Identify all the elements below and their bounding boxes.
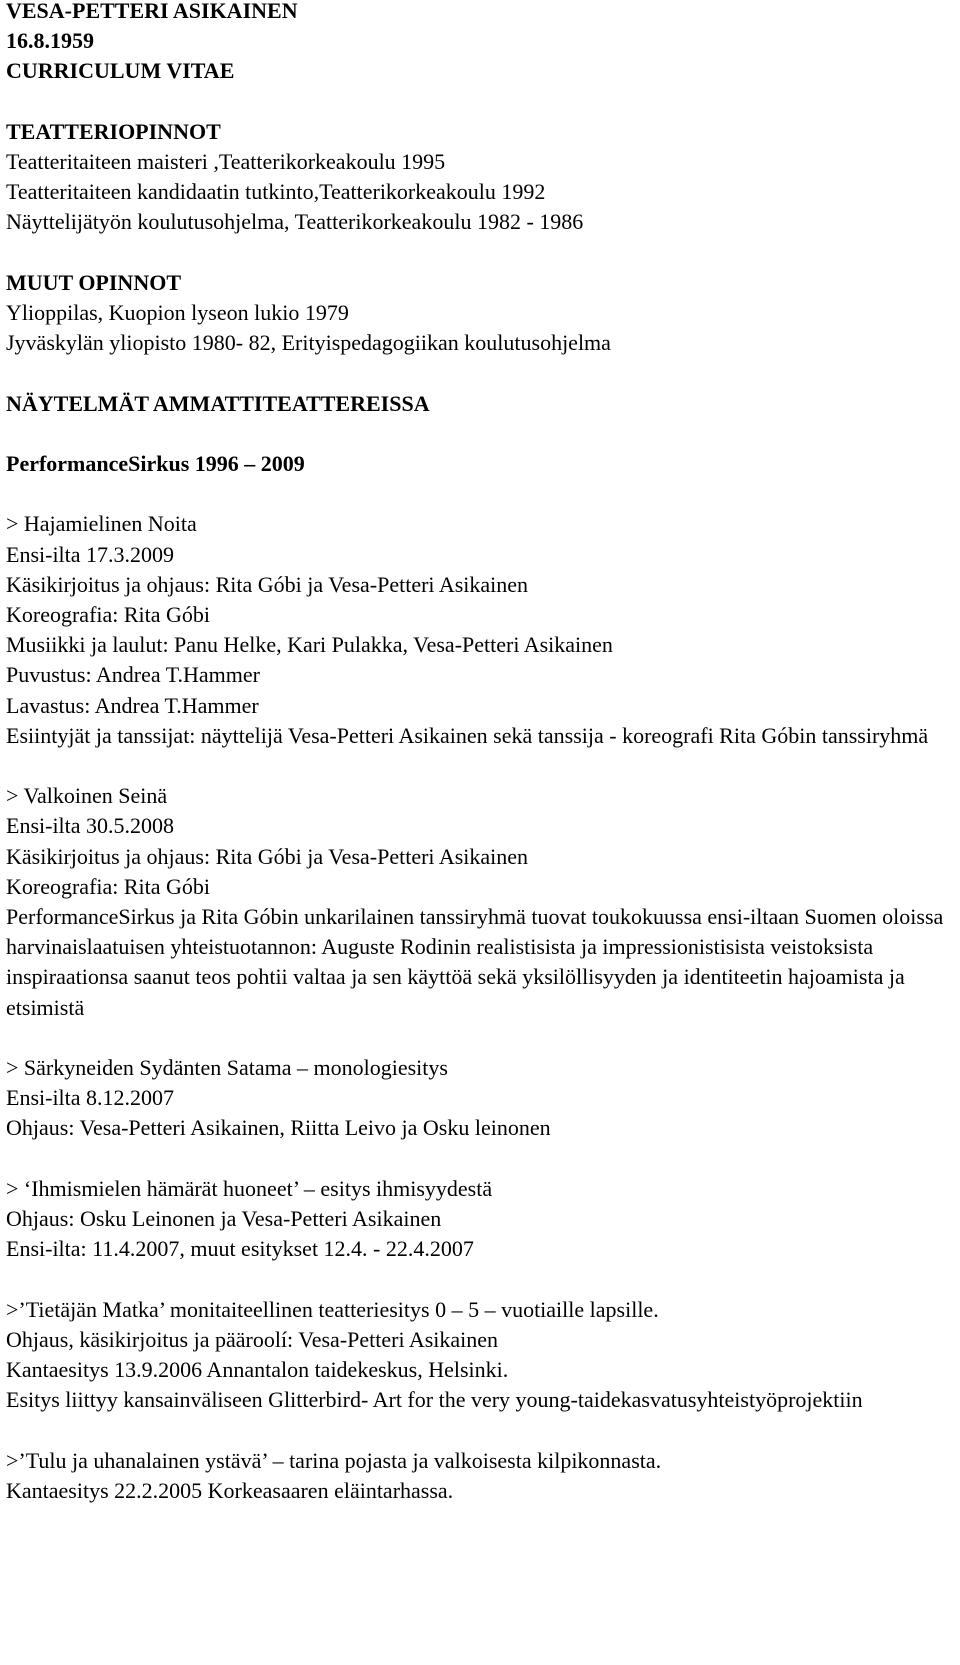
theatre-subheading: PerformanceSirkus 1996 – 2009 (6, 450, 305, 476)
play-detail: Ohjaus: Vesa-Petteri Asikainen, Riitta Leivo ja Osku leinonen (6, 1115, 551, 1141)
spacer (6, 1144, 954, 1174)
play-detail: Käsikirjoitus ja ohjaus: Rita Góbi ja Vesa-Petteri Asikainen (6, 571, 529, 597)
play-detail: Lavastus: Andrea T.Hammer (6, 692, 259, 718)
section-heading-naytelmat: NÄYTELMÄT AMMATTITEATTEREISSA (6, 390, 430, 416)
education-item: Ylioppilas, Kuopion lyseon lukio 1979 (6, 300, 349, 325)
play-detail: Musiikki ja laulut: Panu Helke, Kari Pulakka, Vesa-Petteri Asikainen (6, 632, 613, 658)
spacer (6, 87, 954, 117)
document-title: CURRICULUM VITAE (6, 58, 235, 84)
play-detail: Ensi-ilta 17.3.2009 (6, 541, 175, 567)
play-detail: Kantaesitys 22.2.2005 Korkeasaaren eläintarhassa. (6, 1477, 454, 1503)
education-item: Jyväskylän yliopisto 1980- 82, Erityispedagogiikan koulutusohjelma (6, 330, 611, 356)
play-title: > Särkyneiden Sydänten Satama – monologiesitys (6, 1055, 448, 1080)
spacer (6, 1415, 954, 1445)
spacer (6, 419, 954, 449)
spacer (6, 479, 954, 509)
play-detail: Koreografia: Rita Góbi (6, 873, 211, 899)
play-detail: Ensi-ilta 8.12.2007 (6, 1085, 175, 1111)
play-title: > Hajamielinen Noita (6, 511, 197, 537)
play-detail: Esiintyjät ja tanssijat: näyttelijä Vesa-Petteri Asikainen sekä tanssija - koreografi Rita Góbin tanssiryhmä (6, 722, 929, 748)
spacer (6, 751, 954, 781)
spacer (6, 1264, 954, 1294)
play-description: PerformanceSirkus ja Rita Góbin unkarilainen tanssiryhmä tuovat toukokuussa ensi-iltaan Suomen oloissa harvinaislaatuisen yhteistuotannon: Auguste Rodinin realistisista ja impressionistisista veistoksista inspiraationsa saanut teos pohtii valtaa ja sen käyttöä sekä yksilöllisyyden ja identiteetin hajoamista ja etsimistä (6, 904, 944, 1020)
education-item: Teatteritaiteen kandidaatin tutkinto,Teatterikorkeakoulu 1992 (6, 179, 546, 205)
spacer (6, 358, 954, 388)
play-detail: Puvustus: Andrea T.Hammer (6, 662, 260, 688)
education-item: Teatteritaiteen maisteri ,Teatterikorkeakoulu 1995 (6, 149, 446, 174)
section-heading-muut-opinnot: MUUT OPINNOT (6, 269, 181, 295)
play-detail: Ensi-ilta: 11.4.2007, muut esitykset 12.4. - 22.4.2007 (6, 1236, 474, 1262)
play-title: > ‘Ihmismielen hämärät huoneet’ – esitys ihmisyydestä (6, 1175, 493, 1201)
birthdate: 16.8.1959 (6, 28, 94, 54)
section-heading-teatteriopinnot: TEATTERIOPINNOT (6, 118, 221, 144)
play-detail: Kantaesitys 13.9.2006 Annantalon taidekeskus, Helsinki. (6, 1357, 509, 1382)
play-detail: Ohjaus, käsikirjoitus ja pääroolí: Vesa-Petteri Asikainen (6, 1326, 499, 1352)
spacer (6, 238, 954, 268)
play-detail: Käsikirjoitus ja ohjaus: Rita Góbi ja Vesa-Petteri Asikainen (6, 843, 529, 869)
play-detail: Ohjaus: Osku Leinonen ja Vesa-Petteri Asikainen (6, 1206, 442, 1231)
play-title: > Valkoinen Seinä (6, 783, 168, 809)
play-detail: Esitys liittyy kansainväliseen Glitterbird- Art for the very young-taidekasvatusyhteistyöprojektiin (6, 1387, 863, 1413)
play-title: >’Tulu ja uhanalainen ystävä’ – tarina pojasta ja valkoisesta kilpikonnasta. (6, 1447, 662, 1473)
spacer (6, 1023, 954, 1053)
author-name: VESA-PETTERI ASIKAINEN (6, 0, 298, 23)
play-detail: Ensi-ilta 30.5.2008 (6, 813, 175, 839)
play-title: >’Tietäjän Matka’ monitaiteellinen teatteriesitys 0 – 5 – vuotiaille lapsille. (6, 1296, 659, 1322)
education-item: Näyttelijätyön koulutusohjelma, Teatterikorkeakoulu 1982 - 1986 (6, 209, 584, 235)
play-detail: Koreografia: Rita Góbi (6, 601, 211, 627)
